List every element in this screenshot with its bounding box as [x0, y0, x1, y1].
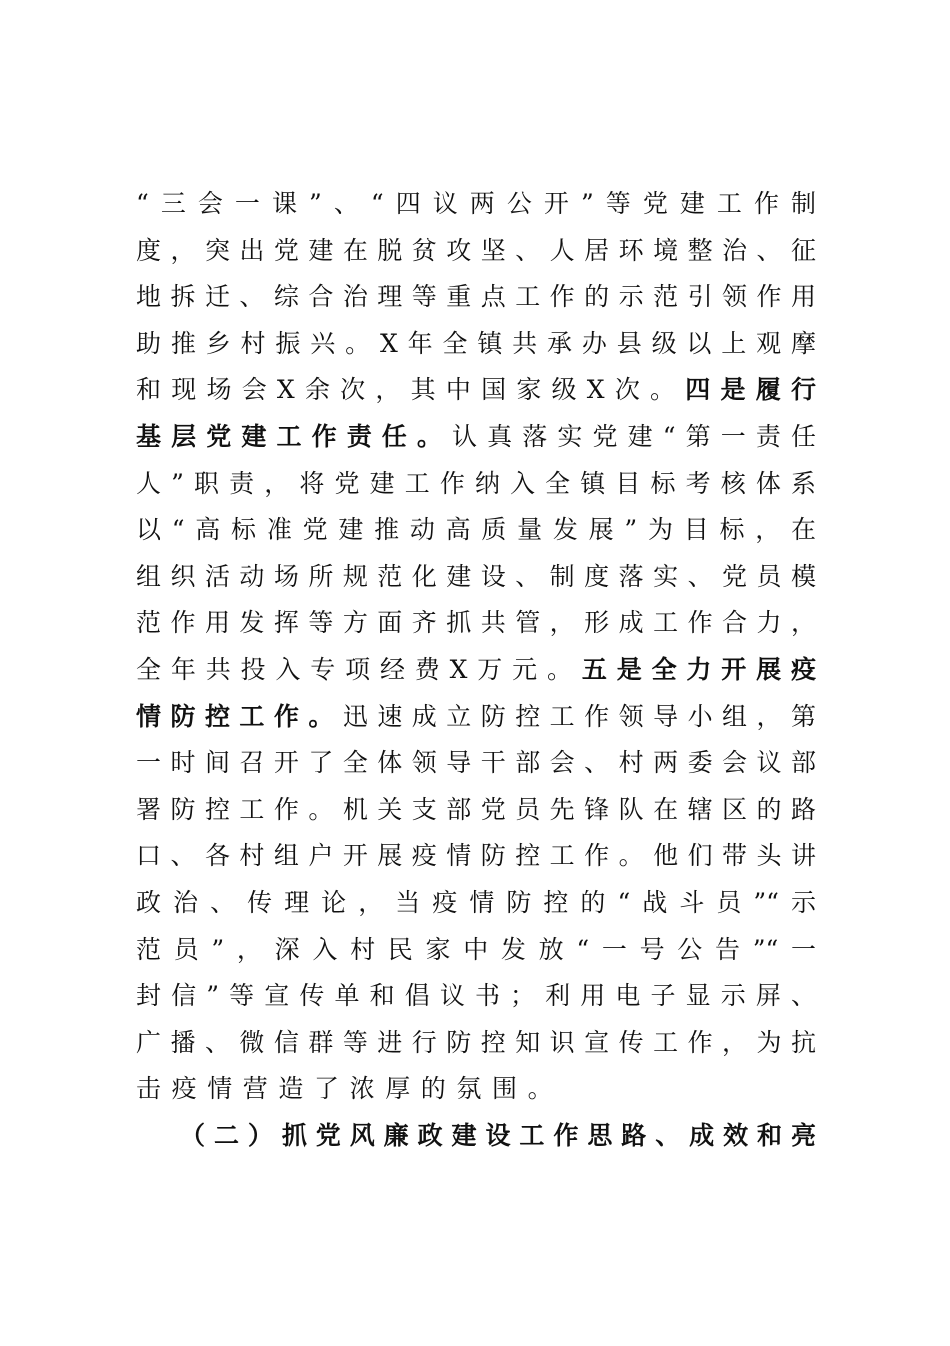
text-line	[136, 507, 816, 554]
text-run: 一时间召开了全体领导干部会、村两委会议部	[136, 748, 816, 778]
body-text	[136, 181, 816, 1159]
text-line	[136, 647, 816, 694]
bold-text-run: 情防控工作。	[136, 701, 343, 731]
text-run: “三会一课”、“四议两公开”等党建工作制	[136, 189, 816, 218]
text-line	[136, 414, 816, 461]
text-run: 以“高标准党建推动高质量发展”为目标，在	[136, 515, 816, 545]
section-heading	[136, 1113, 816, 1160]
heading-text: （二）抓党风廉政建设工作思路、成效和亮	[180, 1120, 816, 1150]
text-line	[136, 274, 816, 321]
text-run: 广播、微信群等进行防控知识宣传工作，为抗	[136, 1027, 816, 1057]
text-line	[136, 927, 816, 974]
text-run: 度，突出党建在脱贫攻坚、人居环境整治、征	[136, 235, 816, 265]
text-line	[136, 181, 816, 228]
text-run: 和现场会X余次，其中国家级X次。	[136, 375, 686, 405]
bold-text-run: 四是履行	[685, 375, 816, 405]
text-run: 政治、传理论，当疫情防控的“战斗员”“示	[136, 887, 816, 917]
text-run: 人”职责，将党建工作纳入全镇目标考核体系	[136, 468, 816, 498]
text-run: 封信”等宣传单和倡议书；利用电子显示屏、	[136, 981, 816, 1011]
text-run: 认真落实党建“第一责任	[452, 421, 816, 451]
text-run: 范作用发挥等方面齐抓共管，形成工作合力，	[136, 608, 816, 638]
text-line	[136, 1020, 816, 1067]
text-line	[136, 694, 816, 741]
text-line	[136, 973, 816, 1020]
text-run: 助推乡村振兴。X年全镇共承办县级以上观摩	[136, 328, 816, 358]
text-run: 地拆迁、综合治理等重点工作的示范引领作用	[136, 282, 816, 312]
text-run: 击疫情营造了浓厚的氛围。	[136, 1074, 564, 1104]
text-line	[136, 880, 816, 927]
text-line	[136, 554, 816, 601]
text-line	[136, 740, 816, 787]
text-line	[136, 321, 816, 368]
bold-text-run: 五是全力开展疫	[581, 654, 816, 684]
text-run: 范员”，深入村民家中发放“一号公告”“一	[136, 934, 816, 964]
text-line	[136, 787, 816, 834]
bold-text-run: 基层党建工作责任。	[136, 421, 453, 451]
text-line	[136, 228, 816, 275]
paragraph-last-line	[136, 1066, 816, 1113]
text-run: 署防控工作。机关支部党员先锋队在辖区的路	[136, 794, 816, 824]
text-line	[136, 600, 816, 647]
text-run: 组织活动场所规范化建设、制度落实、党员模	[136, 561, 816, 591]
text-run: 全年共投入专项经费X万元。	[136, 654, 582, 684]
text-run: 迅速成立防控工作领导小组，第	[342, 701, 816, 731]
text-line	[136, 367, 816, 414]
text-run: 口、各村组户开展疫情防控工作。他们带头讲	[136, 841, 816, 871]
text-line	[136, 833, 816, 880]
text-line	[136, 461, 816, 508]
